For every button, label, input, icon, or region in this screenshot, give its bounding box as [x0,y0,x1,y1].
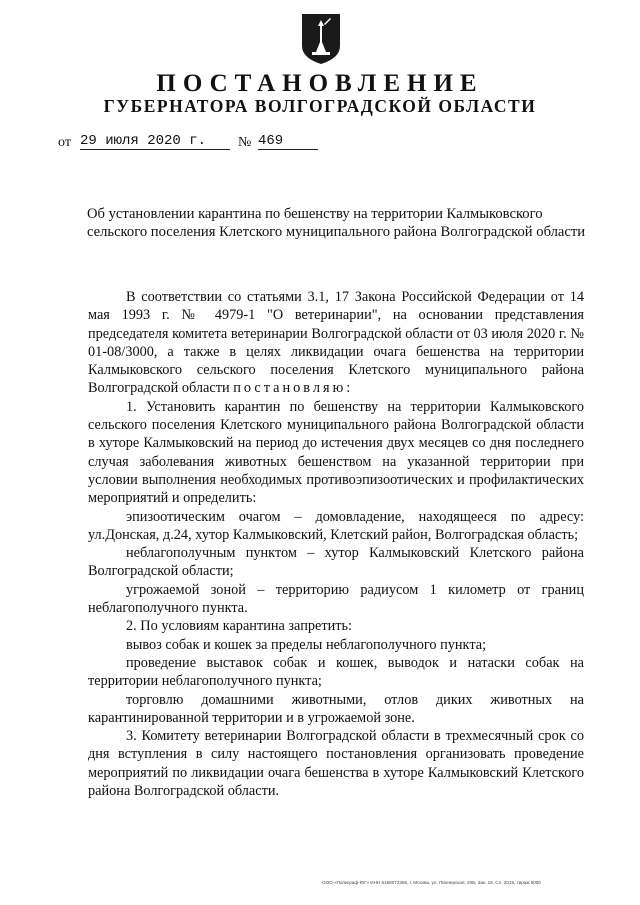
number-field: 469 [258,133,318,150]
printer-imprint: ООО «Полиграф-ЮГ» ИНН 6168072366, г. Москва, ул. Пионерская, 20Б, Зак. 19, Сл. 2015, тираж 5000 [322,880,541,885]
paragraph-1: 1. Установить карантин по бешенству на территории Калмыковского сельского поселения Клетского муниципального района Волгоградской области в хуторе Калмыковский на период до истечения двух месяцев со дня последнего случая заболевания животных бешенством на указанной территории при условии выполнения необходимых противоэпизоотических и профилактических мероприятий и определить: [88,398,584,507]
coat-of-arms-icon [300,12,342,66]
number-label: № [238,135,252,150]
paragraph-1-b: неблагополучным пунктом – хутор Калмыковский Клетского района Волгоградской области; [88,545,584,580]
paragraph-2-a: вывоз собак и кошек за пределы неблагополучного пункта; [126,636,487,653]
document-body [88,288,584,800]
decree-word: постановляю: [233,380,354,397]
paragraph-3: 3. Комитету ветеринарии Волгоградской области в трехмесячный срок со дня вступления в силу настоящего постановления организовать проведение мероприятий по ликвидации очага бешенства в хуторе Калмыковский Клетского района Волгоградской области. [88,728,584,800]
paragraph-2-b: проведение выставок собак и кошек, выводок и натаски собак на территории неблагополучного пункта; [88,654,584,690]
intro-paragraph [88,288,584,398]
intro-text: В соответствии со статьями 3.1, 17 Закона Российской Федерации от 14 мая 1993 г. № 4979-1 "О ветеринарии", на основании представления председателя комитета ветеринарии Волгоградской области от 03 июля 2020 г. № 01-08/3000, а также в целях ликвидации очага бешенства на территории Калмыковского сельского поселения Клетского муниципального района Волгоградской области [88,289,584,397]
date-field: 29 июля 2020 г. [80,133,230,150]
paragraph-1-a: эпизоотическим очагом – домовладение, находящееся по адресу: ул.Донская, д.24, хутор Калмыковский, Клетский район, Волгоградская область; [88,508,584,543]
paragraph-2: 2. По условиям карантина запретить: [126,618,352,635]
paragraph-2-c: торговлю домашними животными, отлов диких животных на карантинированной территории и в угрожаемой зоне. [88,691,584,726]
document-subject: Об установлении карантина по бешенству на территории Калмыковского сельского поселения Клетского муниципального района Волгоградской области [87,206,586,240]
paragraph-1-c: угрожаемой зоной – территорию радиусом 1 километр от границ неблагополучного пункта. [88,581,584,617]
document-title: ПОСТАНОВЛЕНИЕ [156,70,484,97]
date-from-label: от [58,135,71,150]
document-issuer: ГУБЕРНАТОРА ВОЛГОГРАДСКОЙ ОБЛАСТИ [103,96,537,116]
